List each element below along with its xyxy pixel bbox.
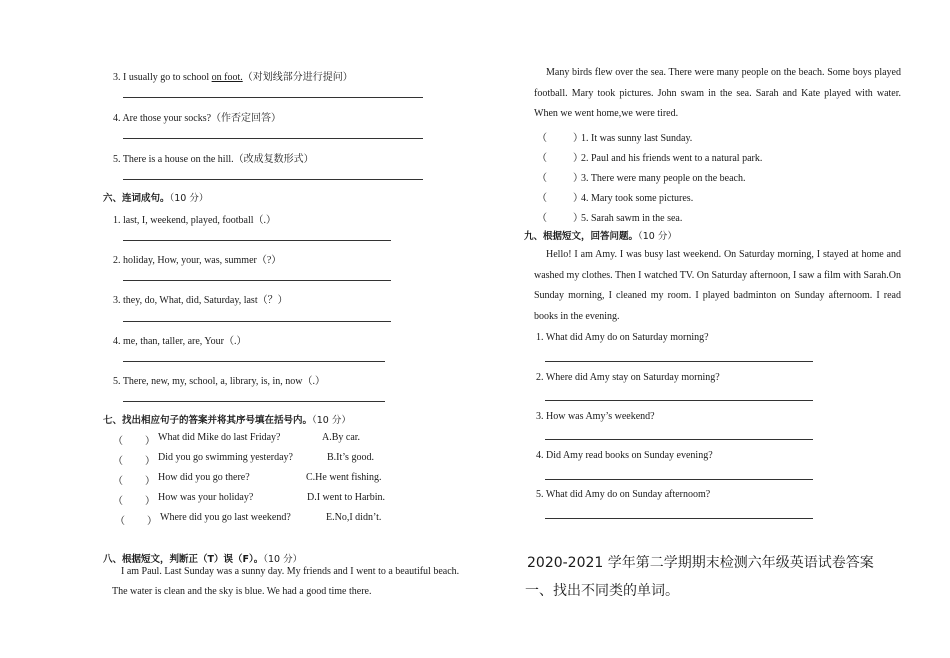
paren-close: ） [147, 516, 157, 527]
sec7-question: How did you go there? [158, 472, 250, 483]
tf-item: （ ）5. Sarah sawm in the sea. [537, 213, 683, 224]
question-4: 4. Are those your socks?（作否定回答） [113, 113, 282, 124]
sec7-answer: A.By car. [322, 432, 361, 443]
section-7-title: 七、找出相应句子的答案并将其序号填在括号内。（10 分） [103, 415, 351, 426]
q3-underlined: on foot. [211, 72, 243, 83]
answer-line[interactable] [123, 401, 385, 402]
sec7-answer: D.I went to Harbin. [307, 492, 386, 503]
paren-close: ） [145, 436, 155, 447]
answer-line[interactable] [123, 361, 385, 362]
q3-text: 3. I usually go to school [113, 72, 212, 83]
answer-key-title: 2020-2021 学年第二学期期末检测六年级英语试卷答案 [527, 555, 874, 571]
answer-line[interactable] [123, 179, 423, 180]
answer-line[interactable] [545, 361, 813, 362]
paren-open: （ [115, 516, 125, 527]
sec6-item: 1. last, I, weekend, played, football（.） [113, 215, 277, 226]
sec7-answer: C.He went fishing. [306, 472, 382, 483]
section-6-title: 六、连词成句。（10 分） [103, 193, 209, 204]
sec9-passage: Hello! I am Amy. I was busy last weekend. On Saturday morning, I stayed at home and washed my clothes. Then I watched TV. On Saturday afternoon, I saw a film with Sarah.On Sunday morning, I cleaned my room. I played badminton on Sunday afternoom. I read books in the evening. [534, 249, 901, 322]
paren-close: ） [145, 476, 155, 487]
answer-line[interactable] [123, 97, 423, 98]
paren-open: （ [113, 476, 123, 487]
tf-item: （ ）2. Paul and his friends went to a natural park. [537, 153, 763, 164]
answer-line[interactable] [123, 240, 391, 241]
section-8-title: 八、根据短文，判断正（T）误（F）。（10 分） [103, 554, 303, 565]
sec6-item: 4. me, than, taller, are, Your（.） [113, 336, 247, 347]
tf-item: （ ）3. There were many people on the beach. [537, 173, 746, 184]
question-5: 5. There is a house on the hill.（改成复数形式） [113, 154, 314, 165]
sec7-question: Did you go swimming yesterday? [158, 452, 293, 463]
sec6-item: 5. There, new, my, school, a, library, is, in, now（.） [113, 376, 325, 387]
paren-open: （ [113, 436, 123, 447]
section-9-title: 九、根据短文，回答问题。（10 分） [524, 231, 677, 242]
paren-close: ） [145, 496, 155, 507]
paren-close: ） [145, 456, 155, 467]
answer-line[interactable] [123, 138, 423, 139]
answer-line[interactable] [545, 400, 813, 401]
answer-line[interactable] [123, 321, 391, 322]
sec9-question: 2. Where did Amy stay on Saturday morning? [536, 372, 720, 383]
sec8-passage-line: The water is clean and the sky is blue. We had a good time there. [112, 586, 372, 597]
answer-line[interactable] [545, 439, 813, 440]
sec8-passage-continued: Many birds flew over the sea. There were many people on the beach. Some boys played football. Mary took pictures. John swam in the sea. Sarah and Kate played with water. When we went home,we were tired. [534, 67, 901, 119]
sec9-question: 5. What did Amy do on Sunday afternoom? [536, 489, 711, 500]
sec8-passage-line: I am Paul. Last Sunday was a sunny day. My friends and I went to a beautiful beach. [121, 566, 460, 577]
sec6-item: 3. they, do, What, did, Saturday, last（？） [113, 295, 288, 306]
answer-line[interactable] [545, 518, 813, 519]
sec7-question: Where did you go last weekend? [160, 512, 291, 523]
sec9-question: 4. Did Amy read books on Sunday evening? [536, 450, 713, 461]
answer-key-section-1: 一、找出不同类的单词。 [525, 583, 679, 599]
q3-note: （对划线部分进行提问） [242, 72, 353, 83]
tf-item: （ ）4. Mary took some pictures. [537, 193, 694, 204]
question-3 [113, 68, 353, 83]
sec9-question: 1. What did Amy do on Saturday morning? [536, 332, 709, 343]
sec9-question: 3. How was Amy’s weekend? [536, 411, 655, 422]
sec6-item: 2. holiday, How, your, was, summer（?） [113, 255, 282, 266]
answer-line[interactable] [545, 479, 813, 480]
answer-line[interactable] [123, 280, 391, 281]
sec7-answer: B.It’s good. [327, 452, 374, 463]
tf-item: （ ）1. It was sunny last Sunday. [537, 133, 693, 144]
sec7-question: What did Mike do last Friday? [158, 432, 281, 443]
paren-open: （ [113, 456, 123, 467]
sec7-answer: E.No,I didn’t. [326, 512, 382, 523]
sec7-question: How was your holiday? [158, 492, 254, 503]
paren-open: （ [113, 496, 123, 507]
